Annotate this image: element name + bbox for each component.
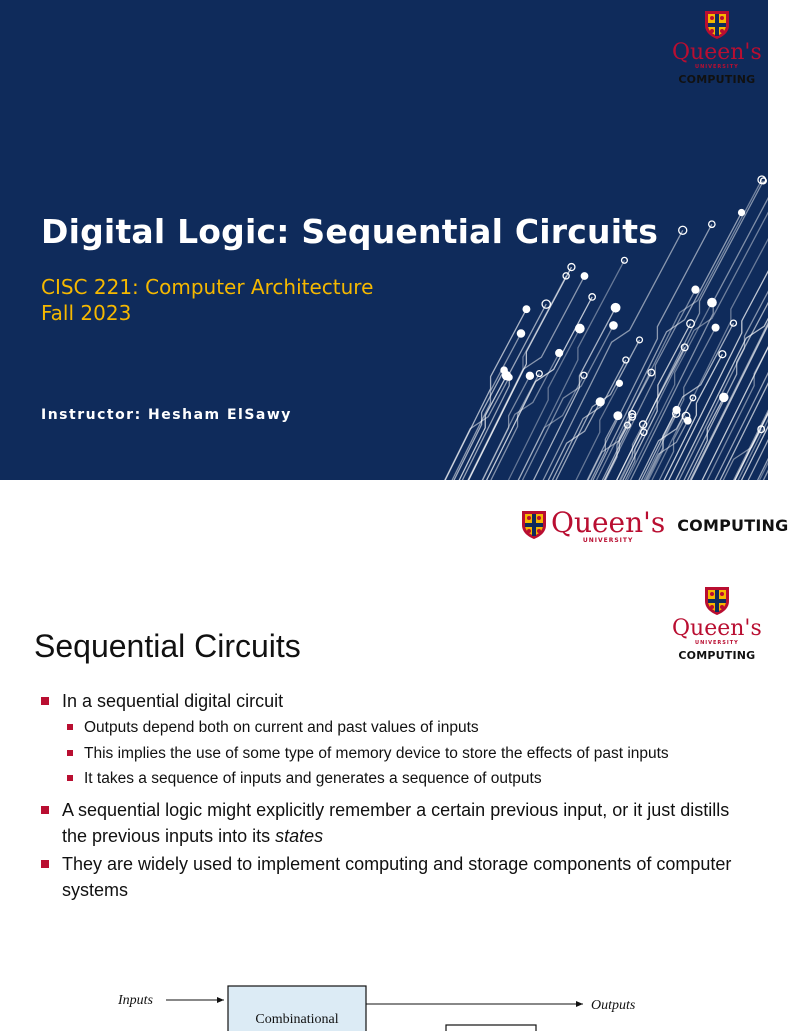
circuit-trace — [443, 309, 527, 485]
bullet-italic-text: states — [275, 826, 324, 846]
square-bullet-icon — [41, 806, 49, 814]
bullet-item — [40, 797, 740, 849]
circuit-node — [692, 286, 699, 293]
circuit-node — [673, 407, 680, 414]
circuit-trace — [541, 230, 683, 485]
outputs-label: Outputs — [591, 998, 636, 1013]
content-slide — [0, 566, 768, 1027]
queens-computing-logo — [672, 10, 762, 86]
queens-computing-logo-large — [521, 506, 788, 544]
circuit-node — [542, 300, 550, 308]
slide-title: Sequential Circuits — [34, 628, 301, 664]
logo-computing-text: COMPUTING — [678, 73, 756, 86]
circuit-trace — [677, 240, 788, 485]
sequential-circuit-diagram — [0, 971, 768, 1031]
bullet-text: A sequential logic might explicitly remember a certain previous input, or it just distills the previous inputs into its — [62, 800, 730, 846]
sub-bullet-item — [62, 716, 740, 740]
bullet-item — [40, 688, 740, 714]
circuit-trace — [450, 333, 521, 485]
circuit-trace — [457, 376, 507, 485]
square-bullet-icon — [67, 750, 73, 756]
instructor-line: Instructor: Hesham ElSawy — [41, 407, 292, 423]
inputs-label: Inputs — [118, 993, 153, 1008]
logo-university-text: UNIVERSITY — [695, 64, 739, 70]
circuit-trace — [682, 285, 778, 485]
slide-title: Digital Logic: Sequential Circuits — [41, 212, 659, 251]
memory-block-edge — [446, 1025, 536, 1031]
circuit-node — [517, 330, 524, 337]
circuit-node — [712, 324, 719, 331]
bullet-text: They are widely used to implement computing and storage components of computer systems — [62, 854, 732, 900]
square-bullet-icon — [41, 697, 49, 705]
bullet-item — [40, 851, 740, 903]
sub-bullet-text: Outputs depend both on current and past values of inputs — [84, 719, 479, 736]
sub-bullet-text: It takes a sequence of inputs and generates a sequence of outputs — [84, 770, 542, 787]
logo-university-text: UNIVERSITY — [582, 536, 634, 544]
circuit-node — [616, 380, 622, 386]
logo-wordmark: Queen's — [672, 40, 762, 65]
circuit-node — [685, 417, 691, 423]
circuit-node — [581, 273, 587, 279]
course-name: CISC 221: Computer Architecture — [41, 275, 374, 299]
circuit-node — [526, 372, 533, 379]
circuit-node — [502, 372, 510, 380]
logo-university-text: UNIVERSITY — [695, 640, 739, 646]
crest-icon — [704, 586, 730, 616]
square-bullet-icon — [67, 775, 73, 781]
circuit-node — [523, 306, 530, 313]
square-bullet-icon — [67, 724, 73, 730]
bullet-text: In a sequential digital circuit — [62, 691, 284, 711]
logo-wordmark: Queen's — [672, 616, 762, 641]
logo-wordmark: Queen's — [551, 505, 666, 539]
logo-slide — [0, 480, 788, 566]
circuit-node — [610, 322, 617, 329]
course-term: Fall 2023 — [41, 301, 132, 325]
logo-computing-text: COMPUTING — [677, 515, 788, 535]
logo-computing-text: COMPUTING — [678, 649, 756, 662]
crest-icon — [521, 506, 547, 544]
queens-computing-logo — [672, 586, 762, 662]
sub-bullet-item — [62, 742, 740, 765]
bullet-list — [40, 688, 740, 905]
combinational-label: Combinational — [255, 1012, 339, 1027]
sub-bullet-text: This implies the use of some type of memory device to store the effects of past inputs — [84, 745, 669, 762]
circuit-trace — [480, 353, 559, 485]
sub-bullet-item — [62, 767, 740, 791]
square-bullet-icon — [41, 860, 49, 868]
title-slide — [0, 0, 768, 480]
circuit-trace — [465, 276, 566, 485]
circuit-node — [611, 303, 619, 311]
crest-icon — [704, 10, 730, 40]
circuit-trace — [761, 239, 788, 485]
circuit-node — [622, 257, 628, 263]
